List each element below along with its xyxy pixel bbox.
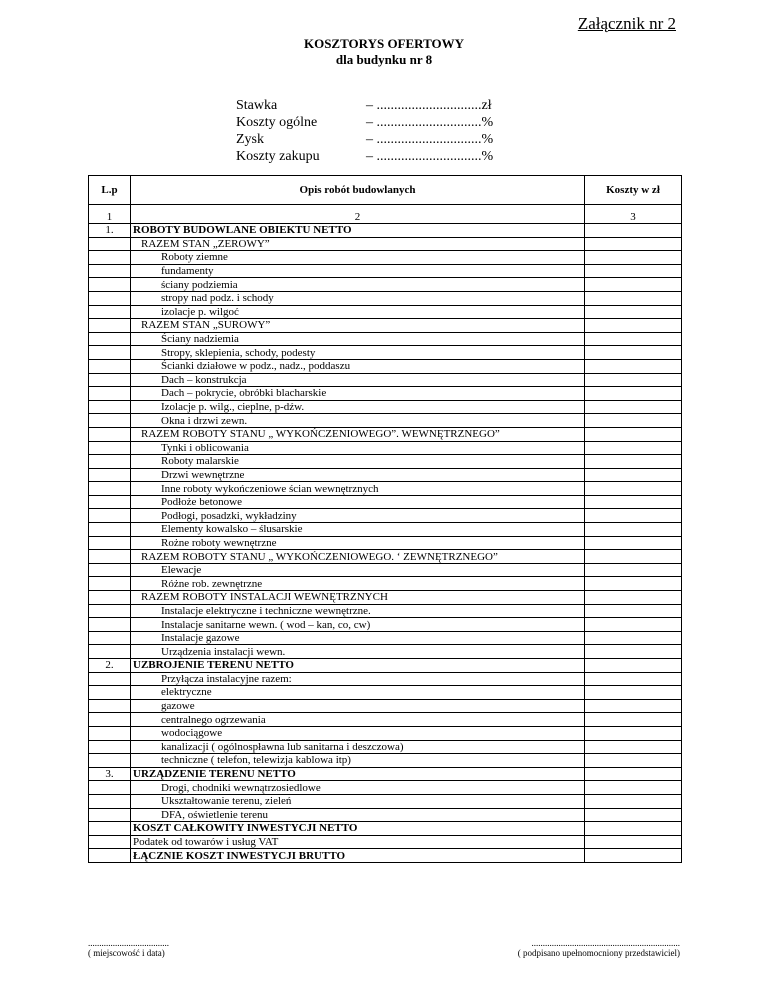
row-lp: 1. — [89, 224, 131, 238]
table-row — [89, 577, 682, 591]
table-row — [89, 359, 682, 373]
row-description: URZĄDZENIE TERENU NETTO — [131, 767, 585, 781]
row-description: Podłoże betonowe — [131, 495, 585, 509]
row-description: Rożne roboty wewnętrzne — [131, 536, 585, 550]
title-line-2: dla budynku nr 8 — [335, 52, 433, 67]
row-lp — [89, 495, 131, 509]
place-date-signature — [88, 938, 169, 958]
row-cost-cell[interactable] — [585, 631, 682, 645]
rate-row — [236, 97, 493, 114]
table-row — [89, 536, 682, 550]
table-row — [89, 251, 682, 265]
row-cost-cell[interactable] — [585, 835, 682, 849]
table-row — [89, 278, 682, 292]
row-description: ściany podziemia — [131, 278, 585, 292]
row-cost-cell[interactable] — [585, 264, 682, 278]
row-description: Inne roboty wykończeniowe ścian wewnętrznych — [131, 482, 585, 496]
row-cost-cell[interactable] — [585, 278, 682, 292]
row-cost-cell[interactable] — [585, 672, 682, 686]
row-cost-cell[interactable] — [585, 482, 682, 496]
row-description: Podatek od towarów i usług VAT — [131, 835, 585, 849]
row-cost-cell[interactable] — [585, 509, 682, 523]
row-cost-cell[interactable] — [585, 251, 682, 265]
row-cost-cell[interactable] — [585, 237, 682, 251]
row-cost-cell[interactable] — [585, 794, 682, 808]
row-cost-cell[interactable] — [585, 740, 682, 754]
row-cost-cell[interactable] — [585, 441, 682, 455]
rate-row — [236, 114, 493, 131]
table-row — [89, 631, 682, 645]
row-cost-cell[interactable] — [585, 359, 682, 373]
row-lp — [89, 591, 131, 605]
table-row — [89, 414, 682, 428]
table-row — [89, 591, 682, 605]
row-description: Drzwi wewnętrzne — [131, 468, 585, 482]
representative-label: ( podpisano upełnomocniony przedstawiciel) — [517, 948, 680, 958]
row-lp: 3. — [89, 767, 131, 781]
row-lp — [89, 754, 131, 768]
row-lp — [89, 713, 131, 727]
table-row — [89, 224, 682, 238]
table-header-row — [89, 176, 682, 205]
row-description: gazowe — [131, 699, 585, 713]
row-lp — [89, 563, 131, 577]
row-description: Instalacje sanitarne wewn. ( wod – kan, co, cw) — [131, 618, 585, 632]
row-lp — [89, 794, 131, 808]
row-lp — [89, 631, 131, 645]
table-row — [89, 305, 682, 319]
row-cost-cell[interactable] — [585, 808, 682, 822]
table-row — [89, 794, 682, 808]
table-row — [89, 754, 682, 768]
table-row — [89, 291, 682, 305]
row-lp — [89, 604, 131, 618]
row-description: RAZEM ROBOTY INSTALACJI WEWNĘTRZNYCH — [131, 591, 585, 605]
row-description: Ściany nadziemia — [131, 332, 585, 346]
row-lp — [89, 346, 131, 360]
row-description: Podłogi, posadzki, wykładziny — [131, 509, 585, 523]
header-desc: Opis robót budowlanych — [131, 176, 585, 205]
table-row — [89, 767, 682, 781]
column-number-row — [89, 205, 682, 224]
table-row — [89, 509, 682, 523]
header-lp: L.p — [89, 176, 131, 205]
row-lp — [89, 468, 131, 482]
row-description: Tynki i oblicowania — [131, 441, 585, 455]
cost-table — [88, 175, 682, 863]
row-lp — [89, 645, 131, 659]
table-row — [89, 346, 682, 360]
row-description: Instalacje gazowe — [131, 631, 585, 645]
row-description: Stropy, sklepienia, schody, podesty — [131, 346, 585, 360]
row-description: Elementy kowalsko – ślusarskie — [131, 523, 585, 537]
table-row — [89, 332, 682, 346]
rate-label: Koszty zakupu — [236, 149, 320, 164]
row-description: Przyłącza instalacyjne razem: — [131, 672, 585, 686]
header-cost: Koszty w zł — [585, 176, 682, 205]
row-description: Ścianki działowe w podz., nadz., poddaszu — [131, 359, 585, 373]
table-row — [89, 550, 682, 564]
row-description: centralnego ogrzewania — [131, 713, 585, 727]
table-row — [89, 808, 682, 822]
table-row — [89, 699, 682, 713]
row-lp — [89, 251, 131, 265]
row-lp — [89, 264, 131, 278]
row-lp — [89, 305, 131, 319]
table-row — [89, 319, 682, 333]
rate-row — [236, 148, 493, 165]
row-lp — [89, 387, 131, 401]
row-description: Roboty malarskie — [131, 455, 585, 469]
rate-value: – ..............................% — [366, 132, 494, 147]
table-row — [89, 400, 682, 414]
table-row — [89, 672, 682, 686]
row-lp — [89, 373, 131, 387]
row-cost-cell[interactable] — [585, 468, 682, 482]
row-cost-cell[interactable] — [585, 618, 682, 632]
table-row — [89, 781, 682, 795]
document-title — [0, 36, 768, 68]
title-line-1: KOSZTORYS OFERTOWY — [303, 36, 465, 51]
row-description: RAZEM ROBOTY STANU „ WYKOŃCZENIOWEGO. ‘ ZEWNĘTRZNEGO” — [131, 550, 585, 564]
row-description: stropy nad podz. i schody — [131, 291, 585, 305]
row-cost-cell[interactable] — [585, 550, 682, 564]
row-description: Różne rob. zewnętrzne — [131, 577, 585, 591]
row-lp — [89, 577, 131, 591]
row-description: KOSZT CAŁKOWITY INWESTYCJI NETTO — [131, 822, 585, 836]
row-lp — [89, 441, 131, 455]
row-lp — [89, 781, 131, 795]
row-cost-cell[interactable] — [585, 713, 682, 727]
table-row — [89, 482, 682, 496]
rate-value: – ..............................% — [366, 149, 494, 164]
table-row — [89, 849, 682, 863]
column-number-desc: 2 — [131, 205, 585, 224]
row-description: Drogi, chodniki wewnątrzosiedlowe — [131, 781, 585, 795]
row-cost-cell[interactable] — [585, 767, 682, 781]
column-number-cost: 3 — [585, 205, 682, 224]
row-cost-cell[interactable] — [585, 400, 682, 414]
table-row — [89, 237, 682, 251]
row-cost-cell[interactable] — [585, 332, 682, 346]
table-row — [89, 387, 682, 401]
row-cost-cell[interactable] — [585, 563, 682, 577]
table-row — [89, 618, 682, 632]
representative-signature — [518, 938, 680, 958]
row-lp — [89, 414, 131, 428]
row-lp: 2. — [89, 659, 131, 673]
row-lp — [89, 509, 131, 523]
row-description: Dach – pokrycie, obróbki blacharskie — [131, 387, 585, 401]
table-row — [89, 822, 682, 836]
rate-label: Stawka — [236, 98, 278, 113]
row-lp — [89, 455, 131, 469]
row-cost-cell[interactable] — [585, 754, 682, 768]
row-cost-cell[interactable] — [585, 604, 682, 618]
table-row — [89, 713, 682, 727]
table-row — [89, 645, 682, 659]
row-lp — [89, 291, 131, 305]
table-row — [89, 740, 682, 754]
row-description: Instalacje elektryczne i techniczne wewnętrzne. — [131, 604, 585, 618]
table-row — [89, 427, 682, 441]
row-lp — [89, 849, 131, 863]
rate-row — [236, 131, 493, 148]
row-lp — [89, 278, 131, 292]
row-cost-cell[interactable] — [585, 577, 682, 591]
row-description: Dach – konstrukcja — [131, 373, 585, 387]
row-description: fundamenty — [131, 264, 585, 278]
table-row — [89, 373, 682, 387]
row-description: Okna i drzwi zewn. — [131, 414, 585, 428]
row-lp — [89, 523, 131, 537]
row-description: Elewacje — [131, 563, 585, 577]
row-description: wodociągowe — [131, 726, 585, 740]
table-row — [89, 726, 682, 740]
row-description: RAZEM STAN „ZEROWY” — [131, 237, 585, 251]
row-cost-cell[interactable] — [585, 427, 682, 441]
row-cost-cell[interactable] — [585, 645, 682, 659]
rate-value: – ..............................% — [366, 115, 494, 130]
row-description: DFA, oświetlenie terenu — [131, 808, 585, 822]
row-lp — [89, 359, 131, 373]
row-cost-cell[interactable] — [585, 822, 682, 836]
rates-block — [236, 97, 493, 165]
rate-value: – ..............................zł — [366, 98, 492, 113]
row-description: RAZEM STAN „SUROWY” — [131, 319, 585, 333]
table-row — [89, 455, 682, 469]
row-description: izolacje p. wilgoć — [131, 305, 585, 319]
row-cost-cell[interactable] — [585, 659, 682, 673]
row-cost-cell[interactable] — [585, 699, 682, 713]
row-description: techniczne ( telefon, telewizja kablowa itp) — [131, 754, 585, 768]
representative-dots: .................................................................. — [531, 938, 680, 948]
row-cost-cell[interactable] — [585, 387, 682, 401]
table-row — [89, 495, 682, 509]
row-cost-cell[interactable] — [585, 523, 682, 537]
row-lp — [89, 237, 131, 251]
table-row — [89, 659, 682, 673]
row-description: UZBROJENIE TERENU NETTO — [131, 659, 585, 673]
rate-label: Zysk — [236, 132, 264, 147]
rate-label: Koszty ogólne — [236, 115, 318, 130]
row-lp — [89, 618, 131, 632]
row-cost-cell[interactable] — [585, 781, 682, 795]
place-date-label: ( miejscowość i data) — [88, 948, 165, 958]
row-description: Ukształtowanie terenu, zieleń — [131, 794, 585, 808]
row-cost-cell[interactable] — [585, 291, 682, 305]
row-lp — [89, 808, 131, 822]
row-lp — [89, 672, 131, 686]
row-lp — [89, 536, 131, 550]
row-description: ROBOTY BUDOWLANE OBIEKTU NETTO — [131, 224, 585, 238]
row-description: Izolacje p. wilg., cieplne, p-dźw. — [131, 400, 585, 414]
row-lp — [89, 835, 131, 849]
row-cost-cell[interactable] — [585, 495, 682, 509]
column-number-lp: 1 — [89, 205, 131, 224]
table-row — [89, 604, 682, 618]
row-lp — [89, 740, 131, 754]
row-cost-cell[interactable] — [585, 591, 682, 605]
row-lp — [89, 686, 131, 700]
row-lp — [89, 726, 131, 740]
row-lp — [89, 550, 131, 564]
row-description: ŁĄCZNIE KOSZT INWESTYCJI BRUTTO — [131, 849, 585, 863]
row-cost-cell[interactable] — [585, 346, 682, 360]
table-row — [89, 835, 682, 849]
row-description: elektryczne — [131, 686, 585, 700]
row-cost-cell[interactable] — [585, 224, 682, 238]
row-lp — [89, 427, 131, 441]
row-description: RAZEM ROBOTY STANU „ WYKOŃCZENIOWEGO”. WEWNĘTRZNEGO” — [131, 427, 585, 441]
row-lp — [89, 822, 131, 836]
table-row — [89, 686, 682, 700]
row-cost-cell[interactable] — [585, 536, 682, 550]
annex-label: Załącznik nr 2 — [577, 14, 676, 33]
row-cost-cell[interactable] — [585, 414, 682, 428]
row-description: Urządzenia instalacji wewn. — [131, 645, 585, 659]
row-lp — [89, 319, 131, 333]
row-cost-cell[interactable] — [585, 726, 682, 740]
table-row — [89, 441, 682, 455]
row-cost-cell[interactable] — [585, 305, 682, 319]
row-lp — [89, 482, 131, 496]
row-lp — [89, 332, 131, 346]
row-cost-cell[interactable] — [585, 849, 682, 863]
row-lp — [89, 699, 131, 713]
place-date-dots: .................................... — [88, 938, 169, 948]
table-row — [89, 563, 682, 577]
table-row — [89, 264, 682, 278]
row-description: kanalizacji ( ogólnospławna lub sanitarna i deszczowa) — [131, 740, 585, 754]
row-cost-cell[interactable] — [585, 319, 682, 333]
row-cost-cell[interactable] — [585, 686, 682, 700]
table-row — [89, 468, 682, 482]
row-cost-cell[interactable] — [585, 373, 682, 387]
row-lp — [89, 400, 131, 414]
row-description: Roboty ziemne — [131, 251, 585, 265]
table-row — [89, 523, 682, 537]
row-cost-cell[interactable] — [585, 455, 682, 469]
